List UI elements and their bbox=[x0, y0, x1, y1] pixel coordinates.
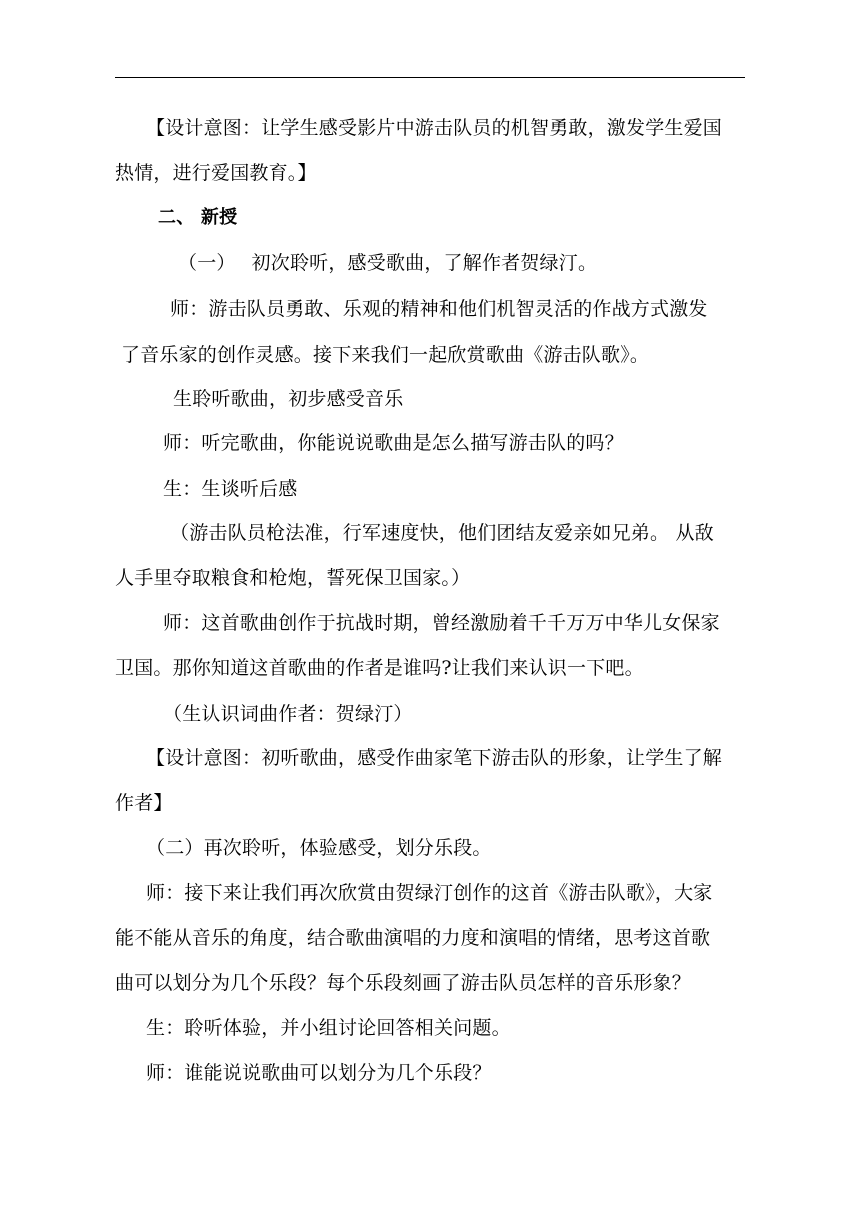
teacher-paragraph-1-line-1: 师：游击队员勇敢、乐观的精神和他们机智灵活的作战方式激发 bbox=[170, 298, 708, 320]
design-intent-line-1: 【设计意图：让学生感受影片中游击队员的机智勇敢，激发学生爱国 bbox=[146, 117, 723, 139]
section-heading-new-lesson: 二、 新授 bbox=[158, 207, 238, 228]
answer-paragraph-line-2: 人手里夺取粮食和枪炮，誓死保卫国家。） bbox=[115, 567, 471, 589]
subsection-heading-1: （一） 初次聆听，感受歌曲，了解作者贺绿汀。 bbox=[178, 252, 598, 274]
teacher-question-line: 师：听完歌曲，你能说说歌曲是怎么描写游击队的吗？ bbox=[163, 432, 624, 454]
student-discussion-line: 生：聆听体验，并小组讨论回答相关问题。 bbox=[146, 1017, 511, 1039]
answer-paragraph-line-1: （游击队员枪法准，行军速度快，他们团结友爱亲如兄弟。 从敌 bbox=[170, 522, 714, 544]
student-listen-line: 生聆听歌曲，初步感受音乐 bbox=[173, 388, 404, 410]
design-intent-line-2: 热情，进行爱国教育。】 bbox=[115, 162, 317, 184]
teacher-paragraph-3-line-3: 曲可以划分为几个乐段？每个乐段刻画了游击队员怎样的音乐形象？ bbox=[115, 972, 692, 994]
design-intent-2-line-1: 【设计意图：初听歌曲，感受作曲家笔下游击队的形象，让学生了解 bbox=[146, 747, 723, 769]
teacher-paragraph-2-line-1: 师：这首歌曲创作于抗战时期，曾经激励着千千万万中华儿女保家 bbox=[163, 612, 720, 634]
student-response-line: 生：生谈听后感 bbox=[163, 478, 298, 500]
teacher-paragraph-3-line-2: 能不能从音乐的角度，结合歌曲演唱的力度和演唱的情绪，思考这首歌 bbox=[115, 927, 711, 949]
design-intent-2-line-2: 作者】 bbox=[115, 792, 173, 814]
student-meets-composer-line: （生认识词曲作者：贺绿汀） bbox=[163, 703, 413, 725]
teacher-paragraph-3-line-1: 师：接下来让我们再次欣赏由贺绿汀创作的这首《游击队歌》，大家 bbox=[146, 882, 713, 904]
teacher-paragraph-1-line-2: 了音乐家的创作灵感。接下来我们一起欣赏歌曲《游击队歌》。 bbox=[121, 344, 650, 366]
teacher-question-2-line: 师：谁能说说歌曲可以划分为几个乐段？ bbox=[146, 1062, 492, 1084]
header-rule bbox=[115, 77, 745, 78]
teacher-paragraph-2-line-2: 卫国。那你知道这首歌曲的作者是谁吗?让我们来认识一下吧。 bbox=[115, 657, 644, 679]
subsection-heading-2: （二）再次聆听，体验感受，划分乐段。 bbox=[146, 837, 492, 859]
